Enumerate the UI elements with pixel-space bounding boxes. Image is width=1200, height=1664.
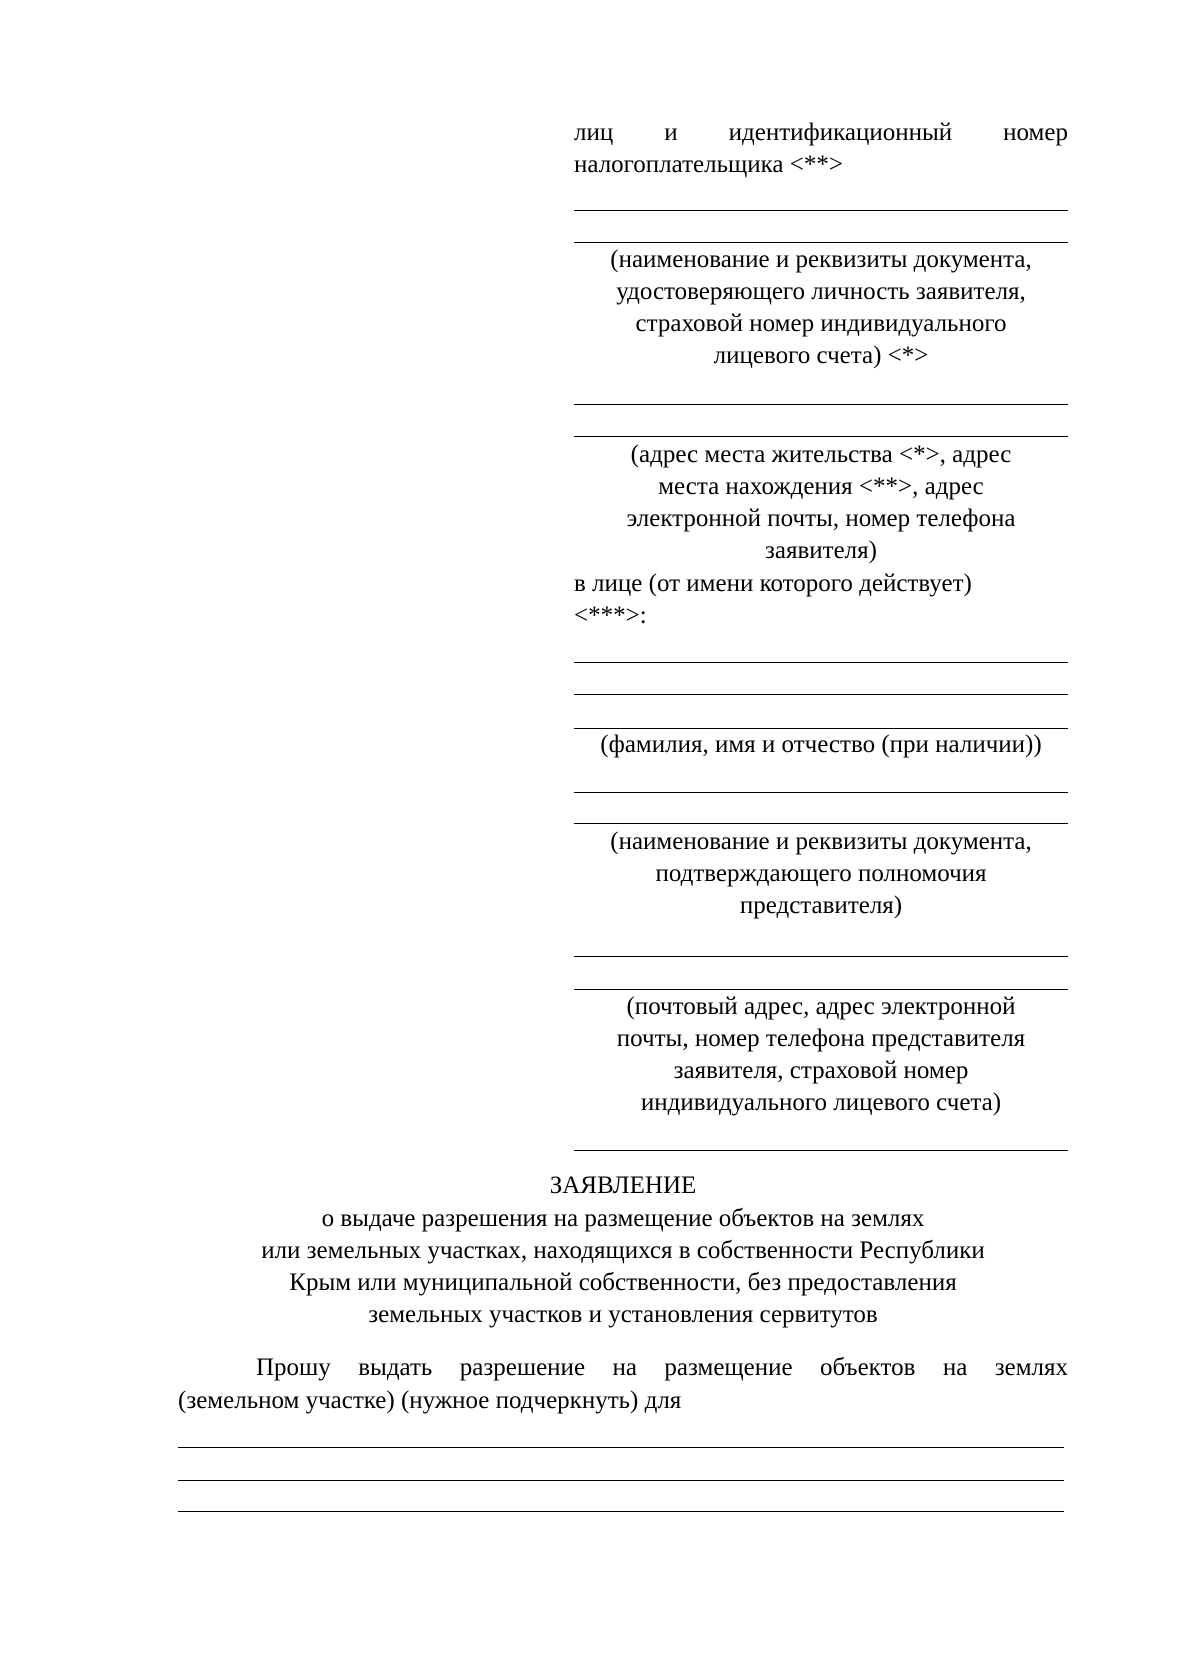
blank-line [574,989,1068,990]
body-word: разрешение [459,1354,586,1381]
blank-line [574,242,1068,243]
caption-line: лицевого счета) <*> [713,342,929,369]
header-word: номер [1003,119,1068,146]
caption-line: (наименование и реквизиты документа, [610,246,1032,273]
header-word: идентификационный [728,119,953,146]
blank-line [178,1511,1064,1512]
caption-line: представителя) [739,892,903,919]
caption-address [574,439,1068,567]
subtitle-line: Крым или муниципальной собственности, без предоставления [289,1269,957,1296]
blank-line [178,1480,1064,1481]
blank-line [178,1447,1064,1448]
body-line-2: (земельном участке) (нужное подчеркнуть) для [178,1387,682,1414]
header-word: лиц [574,119,614,146]
header-word: и [664,119,678,146]
body-word: Прошу [256,1354,331,1381]
blank-line [574,956,1068,957]
caption-line: заявителя, страховой номер [673,1057,969,1084]
body-word: на [942,1354,968,1381]
represented-by-line: <***>: [574,602,647,629]
caption-line: (наименование и реквизиты документа, [610,828,1032,855]
body-word: на [612,1354,637,1381]
represented-by [574,568,972,632]
statement-title: ЗАЯВЛЕНИЕ [549,1172,697,1199]
blank-line [574,1150,1068,1151]
subtitle-line: земельных участков и установления сервитутов [368,1301,878,1328]
caption-line: заявителя) [765,537,877,564]
body-word: землях [994,1354,1068,1381]
caption-contacts [574,991,1068,1119]
caption-line: электронной почты, номер телефона [626,505,1016,532]
blank-line [574,823,1068,824]
caption-identity-document [574,244,1068,372]
caption-line: (адрес места жительства <*>, адрес [630,441,1012,468]
blank-line [574,404,1068,405]
subtitle-line: или земельных участках, находящихся в собственности Республики [261,1237,985,1264]
subtitle-line: о выдаче разрешения на размещение объектов на землях [321,1205,925,1232]
body-word: размещение [664,1354,793,1381]
body-line-1 [256,1352,1068,1384]
blank-line [574,436,1068,437]
blank-line [574,210,1068,211]
body-word: выдать [358,1354,433,1381]
blank-line [574,694,1068,695]
blank-line [574,662,1068,663]
caption-line: удостоверяющего личность заявителя, [616,278,1026,305]
caption-line: места нахождения <**>, адрес [658,473,984,500]
caption-line: почты, номер телефона представителя [616,1025,1026,1052]
caption-line: индивидуального лицевого счета) [640,1089,1002,1116]
caption-line: страховой номер индивидуального [635,310,1007,337]
header-line-1 [574,117,1068,149]
caption-authority-document [574,826,1068,922]
statement-subtitle [0,1203,1200,1331]
body-word: объектов [820,1354,916,1381]
caption-fio: (фамилия, имя и отчество (при наличии)) [600,731,1042,758]
caption-line: подтверждающего полномочия [655,860,987,887]
blank-line [574,792,1068,793]
caption-line: (почтовый адрес, адрес электронной [626,993,1016,1020]
header-line-2: налогоплательщика <**> [574,151,843,178]
represented-by-line: в лице (от имени которого действует) [574,570,972,597]
